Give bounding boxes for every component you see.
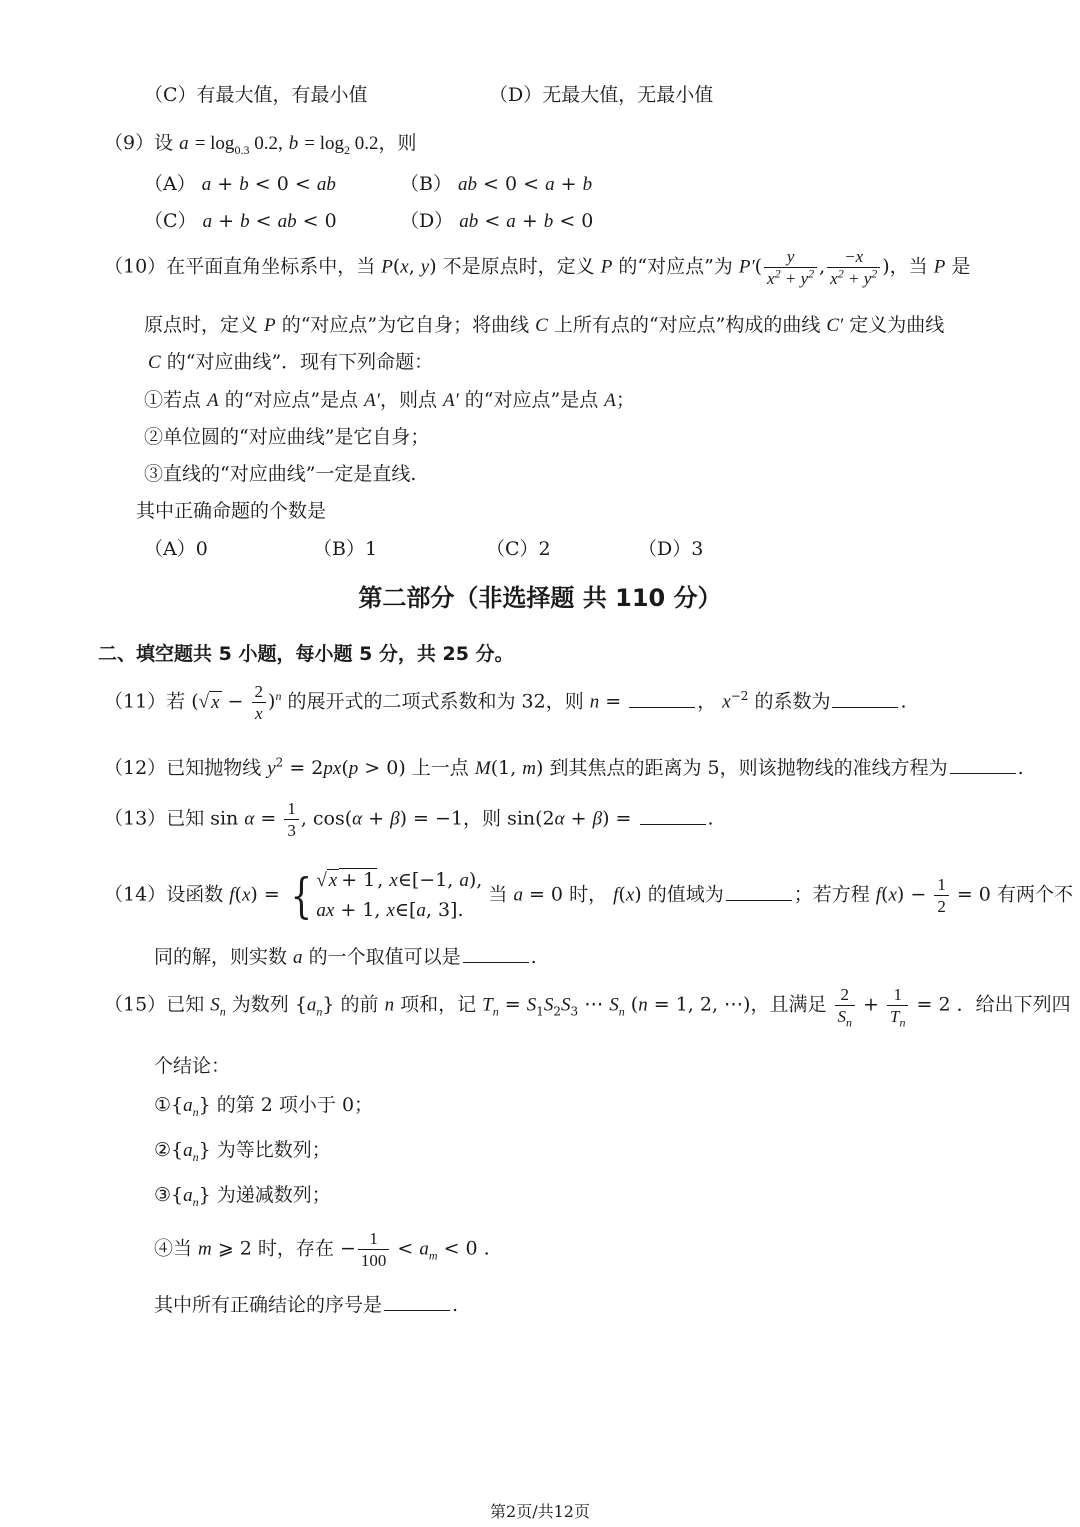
q15-conclusion-3: $③\{a_n\}$ 为递减数列； — [154, 1184, 331, 1209]
q8-option-c: （C）有最大值，有最小值 — [144, 84, 368, 106]
q10-option-d: （D）3 — [638, 538, 704, 560]
q10-proposition-3: ③直线的“对应曲线”一定是直线. — [144, 463, 417, 485]
q13-number: （13） — [104, 807, 167, 830]
page-footer: 第2页/共12页 — [490, 1502, 590, 1521]
q10-line1: （10）在平面直角坐标系中，当 P(x, y) 不是原点时，定义 P 的“对应点”为 P′( $\frac{y}{x^2 + y^2}$ , $\frac{-x}{x^2 + y^2}$ )，当 P 是 — [104, 247, 971, 288]
q9-option-b: （B） ab < 0 < a + b — [400, 173, 593, 195]
q10-option-c: （C）2 — [486, 538, 551, 560]
q14-line1: （14）设函数 f(x) = { √ x + 1 , x∈[−1, a), ax + 1, x∈[a, 3]. 当 a = 0 时， f(x) 的值域为 ；若方程 f(x) − $\frac{1}{2}$ = 0 有两个不 — [104, 867, 1073, 924]
q9-option-d: （D） ab < a + b < 0 — [400, 210, 594, 232]
q9-stem: （9）设 $a = \log_{0.3} 0.2$, $b = \log_2 0.2$，则 — [104, 132, 417, 157]
q9-option-a: （A） a + b < 0 < ab — [144, 173, 336, 195]
q10-question: 其中正确命题的个数是 — [136, 500, 327, 522]
q11-number: （11） — [104, 690, 167, 713]
q10-line3: C 的“对应曲线”．现有下列命题： — [148, 351, 434, 373]
q14-blank-2[interactable] — [463, 944, 529, 963]
q14-line2: 同的解，则实数 a 的一个取值可以是 . — [154, 946, 537, 968]
q15-question: 其中所有正确结论的序号是 . — [154, 1294, 459, 1316]
q15-number: （15） — [104, 993, 167, 1016]
q15-line2: 个结论： — [154, 1055, 231, 1077]
q15-conclusion-4: ④当 m ⩾ 2 时，存在 − $\frac{1}{100}$ < $a_m < 0$ . — [154, 1229, 490, 1270]
q10-line2: 原点时，定义 P 的“对应点”为它自身；将曲线 C 上所有点的“对应点”构成的曲线 C′ 定义为曲线 — [144, 314, 945, 336]
q15-blank[interactable] — [384, 1292, 450, 1311]
q14-blank-1[interactable] — [726, 882, 792, 901]
q12-blank[interactable] — [950, 755, 1016, 774]
q13: （13）已知 sin α = $\frac{1}{3}$ , cos(α + β) = −1，则 sin(2α + β) = . — [104, 799, 714, 840]
q10-option-b: （B）1 — [313, 538, 378, 560]
q11-blank-2[interactable] — [832, 689, 898, 708]
q9-number: （9） — [104, 132, 155, 154]
q11-blank-1[interactable] — [629, 689, 695, 708]
q13-blank[interactable] — [640, 806, 706, 825]
q10-proposition-2: ②单位圆的“对应曲线”是它自身； — [144, 426, 430, 448]
q14-number: （14） — [104, 883, 167, 906]
q8-option-d: （D）无最大值，无最小值 — [489, 84, 714, 106]
q15-conclusion-1: $①\{a_n\}$ 的第 2 项小于 0； — [154, 1094, 374, 1119]
q9-option-c: （C） a + b < ab < 0 — [144, 210, 337, 232]
q10-proposition-1: ①若点 A 的“对应点”是点 A′，则点 A′ 的“对应点”是点 A； — [144, 389, 635, 411]
q11: （11）若 (√ x − $\frac{2}{x}$ )$^n$ 的展开式的二项式系数和为 32，则 n = ， $x^{-2}$ 的系数为 . — [104, 682, 907, 723]
q10-option-a: （A）0 — [144, 538, 208, 560]
q10-number: （10） — [104, 255, 167, 278]
q12: （12）已知抛物线 $y^2 = 2px(p > 0)$ 上一点 M(1, m) 到其焦点的距离为 5，则该抛物线的准线方程为 . — [104, 755, 1024, 779]
q15-conclusion-2: $②\{a_n\}$ 为等比数列； — [154, 1139, 331, 1164]
part2-title: 第二部分（非选择题 共 110 分） — [358, 584, 722, 612]
q15-line1: （15）已知 $S_n$ 为数列 $\{a_n\}$ 的前 n 项和，记 $T_n = S_1S_2S_3$ ⋯ $S_n$ (n = 1, 2, ⋯)，且满足 $\frac{2}{S_n}$ + $\frac{1}{T_n}$ = 2 ．给出下列四 — [104, 985, 1071, 1030]
section-header: 二、填空题共 5 小题，每小题 5 分，共 25 分。 — [98, 643, 514, 665]
q12-number: （12） — [104, 757, 167, 779]
